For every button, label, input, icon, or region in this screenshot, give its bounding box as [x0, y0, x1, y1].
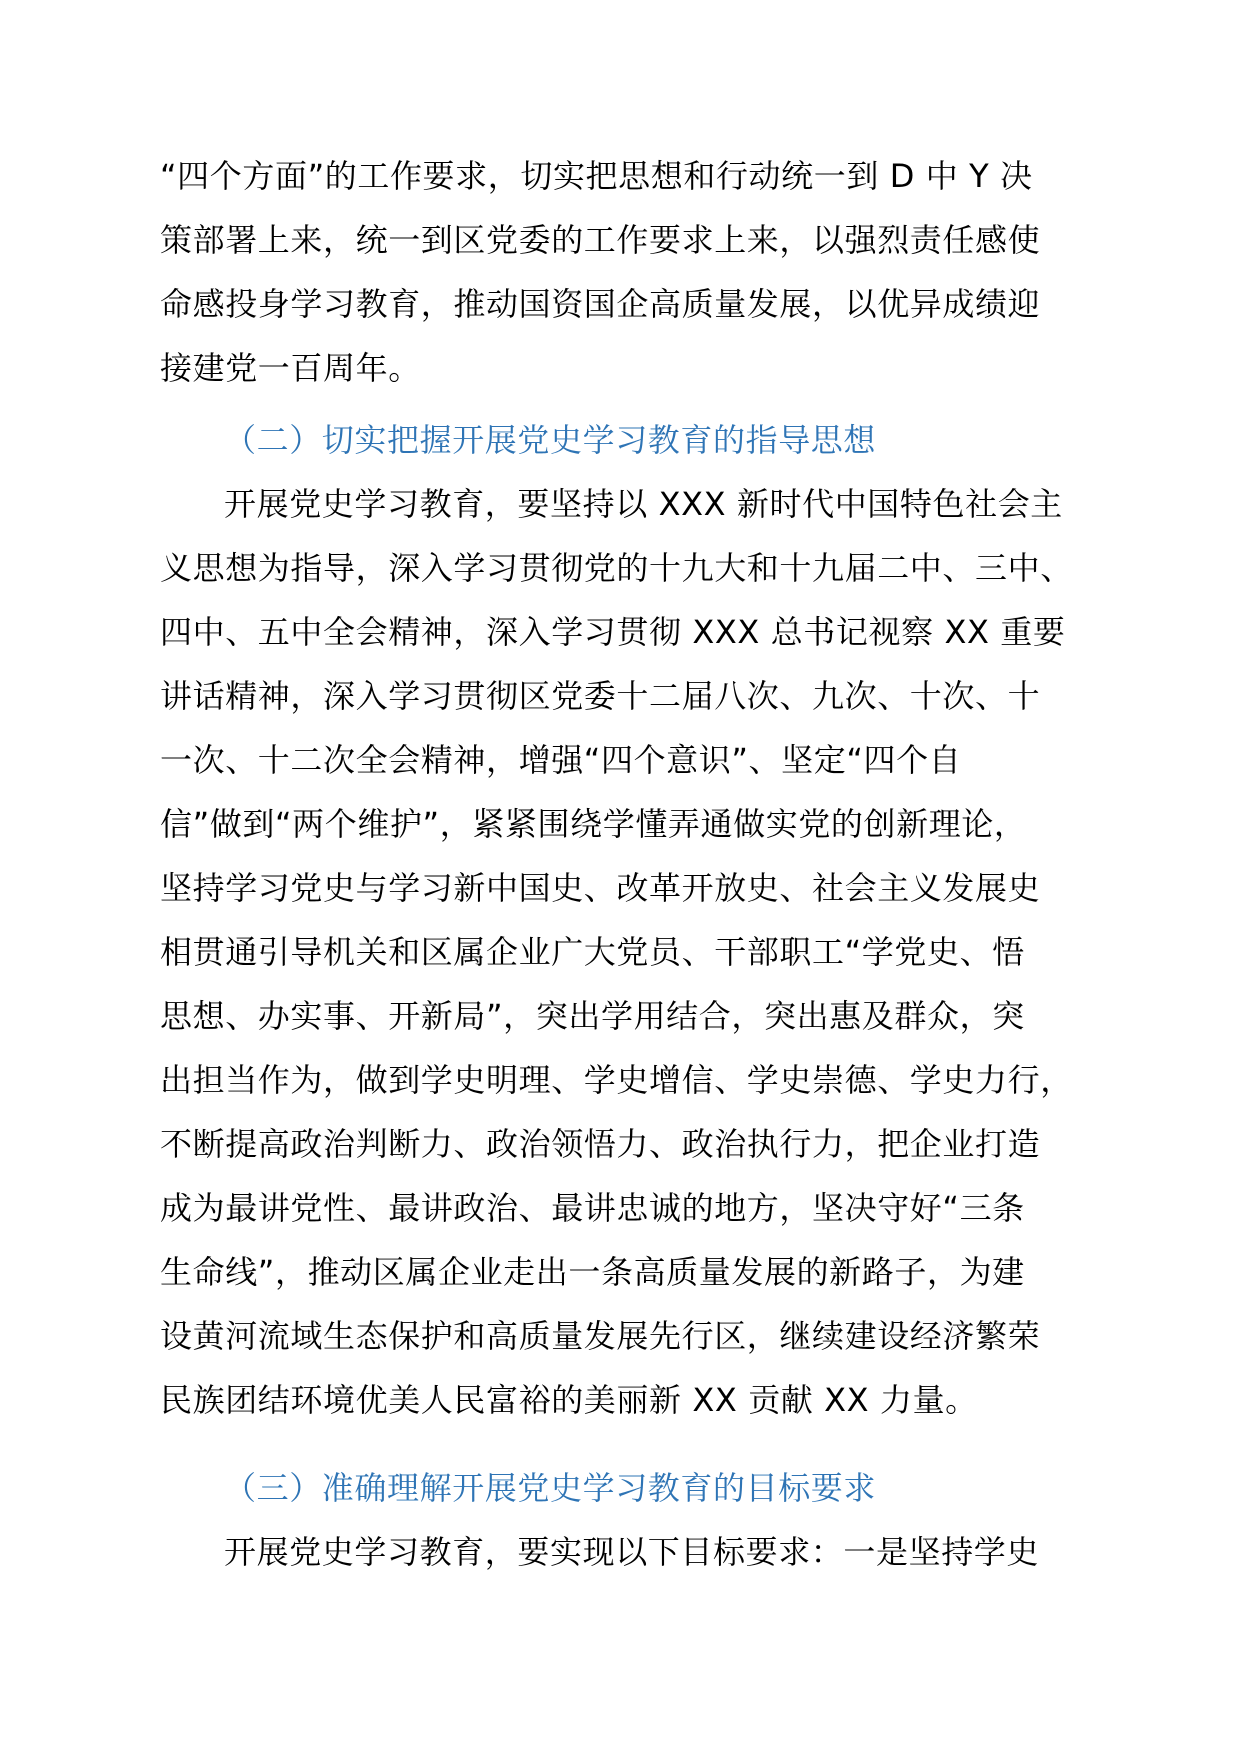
paragraph-line: 命感投身学习教育，推动国资国企高质量发展，以优异成绩迎: [160, 285, 1041, 323]
paragraph-line: 相贯通引导机关和区属企业广大党员、干部职工“学党史、悟: [160, 933, 1025, 971]
paragraph-line: 接建党一百周年。: [160, 349, 421, 387]
paragraph-line: 成为最讲党性、最讲政治、最讲忠诚的地方，坚决守好“三条: [160, 1189, 1025, 1227]
section-heading-text: （三）准确理解开展党史学习教育的目标要求: [224, 1469, 877, 1507]
paragraph-line: 义思想为指导，深入学习贯彻党的十九大和十九届二中、三中、: [160, 549, 1073, 587]
paragraph-line: 四中、五中全会精神，深入学习贯彻 XXX 总书记视察 XX 重要: [160, 613, 1066, 651]
paragraph-line: 生命线”，推动区属企业走出一条高质量发展的新路子，为建: [160, 1253, 1025, 1291]
paragraph-line: 出担当作为，做到学史明理、学史增信、学史崇德、学史力行，: [160, 1061, 1073, 1099]
paragraph-line: 开展党史学习教育，要实现以下目标要求：一是坚持学史: [224, 1533, 1040, 1571]
paragraph-line: 思想、办实事、开新局”，突出学用结合，突出惠及群众，突: [160, 997, 1025, 1035]
paragraph-line: 民族团结环境优美人民富裕的美丽新 XX 贡献 XX 力量。: [160, 1381, 978, 1419]
paragraph-line: “四个方面”的工作要求，切实把思想和行动统一到 D 中 Y 决: [160, 157, 1033, 195]
paragraph-line: 一次、十二次全会精神，增强“四个意识”、坚定“四个自: [160, 741, 962, 779]
paragraph-line: 开展党史学习教育，要坚持以 XXX 新时代中国特色社会主: [224, 485, 1063, 523]
section-heading-2: [160, 408, 1120, 472]
paragraph-goals: [160, 1520, 1120, 1584]
paragraph-continued: [160, 144, 1120, 400]
section-heading-text: （二）切实把握开展党史学习教育的指导思想: [224, 421, 877, 459]
paragraph-line: 设黄河流域生态保护和高质量发展先行区，继续建设经济繁荣: [160, 1317, 1041, 1355]
paragraph-guiding-thought: [160, 472, 1120, 1432]
paragraph-line: 信”做到“两个维护”，紧紧围绕学懂弄通做实党的创新理论，: [160, 805, 1027, 843]
paragraph-line: 讲话精神，深入学习贯彻区党委十二届八次、九次、十次、十: [160, 677, 1041, 715]
section-heading-3: [160, 1456, 1120, 1520]
paragraph-line: 坚持学习党史与学习新中国史、改革开放史、社会主义发展史: [160, 869, 1041, 907]
paragraph-line: 策部署上来，统一到区党委的工作要求上来，以强烈责任感使: [160, 221, 1041, 259]
paragraph-line: 不断提高政治判断力、政治领悟力、政治执行力，把企业打造: [160, 1125, 1041, 1163]
